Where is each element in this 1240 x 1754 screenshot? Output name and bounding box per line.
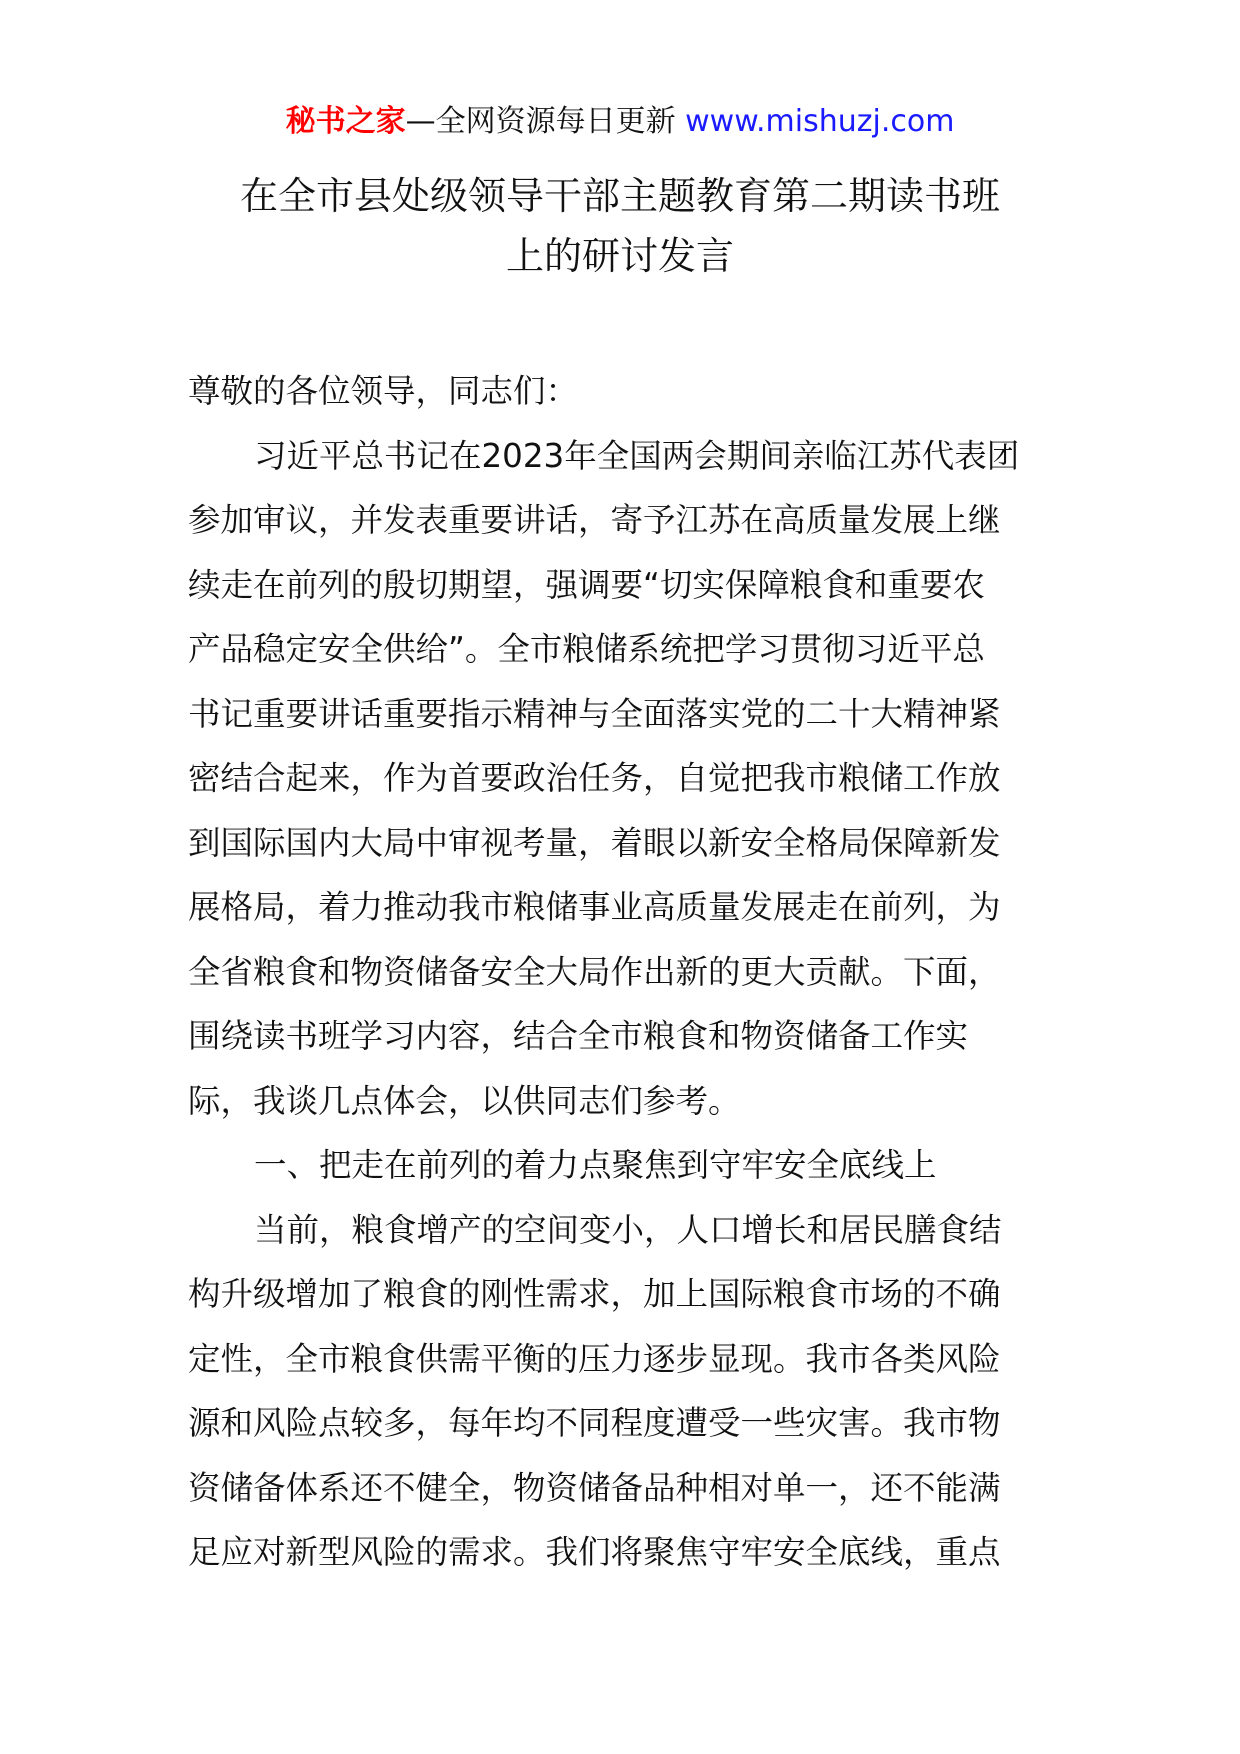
paragraph-1-line: 习近平总书记在2023年全国两会期间亲临江苏代表团 bbox=[254, 436, 1020, 475]
title-line-1: 在全市县处级领导干部主题教育第二期读书班 bbox=[239, 174, 1000, 218]
site-url-link[interactable]: www.mishuzj.com bbox=[685, 104, 955, 139]
section-heading-1: 一、把走在前列的着力点聚焦到守牢安全底线上 bbox=[254, 1146, 937, 1184]
paragraph-2-line: 定性，全市粮食供需平衡的压力逐步显现。我市各类风险 bbox=[188, 1339, 1001, 1378]
paragraph-1-line: 到国际国内大局中审视考量，着眼以新安全格局保障新发 bbox=[188, 823, 1001, 862]
salutation: 尊敬的各位领导，同志们： bbox=[188, 372, 579, 410]
title-line-2: 上的研讨发言 bbox=[505, 234, 734, 278]
paragraph-2-line: 源和风险点较多，每年均不同程度遭受一些灾害。我市物 bbox=[188, 1404, 1001, 1442]
paragraph-1-line: 书记重要讲话重要指示精神与全面落实党的二十大精神紧 bbox=[188, 694, 1001, 733]
paragraph-1-line: 参加审议，并发表重要讲话，寄予江苏在高质量发展上继 bbox=[188, 501, 1001, 539]
paragraph-1-line: 密结合起来，作为首要政治任务，自觉把我市粮储工作放 bbox=[188, 759, 1001, 797]
paragraph-1-line: 全省粮食和物资储备安全大局作出新的更大贡献。下面， bbox=[188, 952, 1001, 991]
paragraph-1-line: 际，我谈几点体会，以供同志们参考。 bbox=[188, 1081, 741, 1120]
paragraph-2-line: 足应对新型风险的需求。我们将聚焦守牢安全底线，重点 bbox=[188, 1533, 1001, 1571]
document-body bbox=[188, 359, 1064, 1585]
paragraph-1-line: 产品稳定安全供给”。全市粮储系统把学习贯彻习近平总 bbox=[188, 630, 985, 668]
paragraph-2-line: 构升级增加了粮食的刚性需求，加上国际粮食市场的不确 bbox=[188, 1275, 1001, 1313]
site-banner bbox=[0, 102, 1240, 142]
paragraph-1-line: 续走在前列的殷切期望，强调要“切实保障粮食和重要农 bbox=[188, 565, 985, 604]
paragraph-1-line: 展格局，着力推动我市粮储事业高质量发展走在前列，为 bbox=[188, 888, 1001, 926]
paragraph-2-line: 资储备体系还不健全，物资储备品种相对单一，还不能满 bbox=[188, 1468, 1001, 1507]
brand-name: 秘书之家 bbox=[285, 104, 406, 139]
document-title bbox=[180, 166, 1060, 286]
banner-tagline: —全网资源每日更新 bbox=[405, 104, 686, 139]
paragraph-1-line: 围绕读书班学习内容，结合全市粮食和物资储备工作实 bbox=[188, 1017, 969, 1055]
paragraph-2-line: 当前，粮食增产的空间变小，人口增长和居民膳食结 bbox=[254, 1210, 1002, 1249]
